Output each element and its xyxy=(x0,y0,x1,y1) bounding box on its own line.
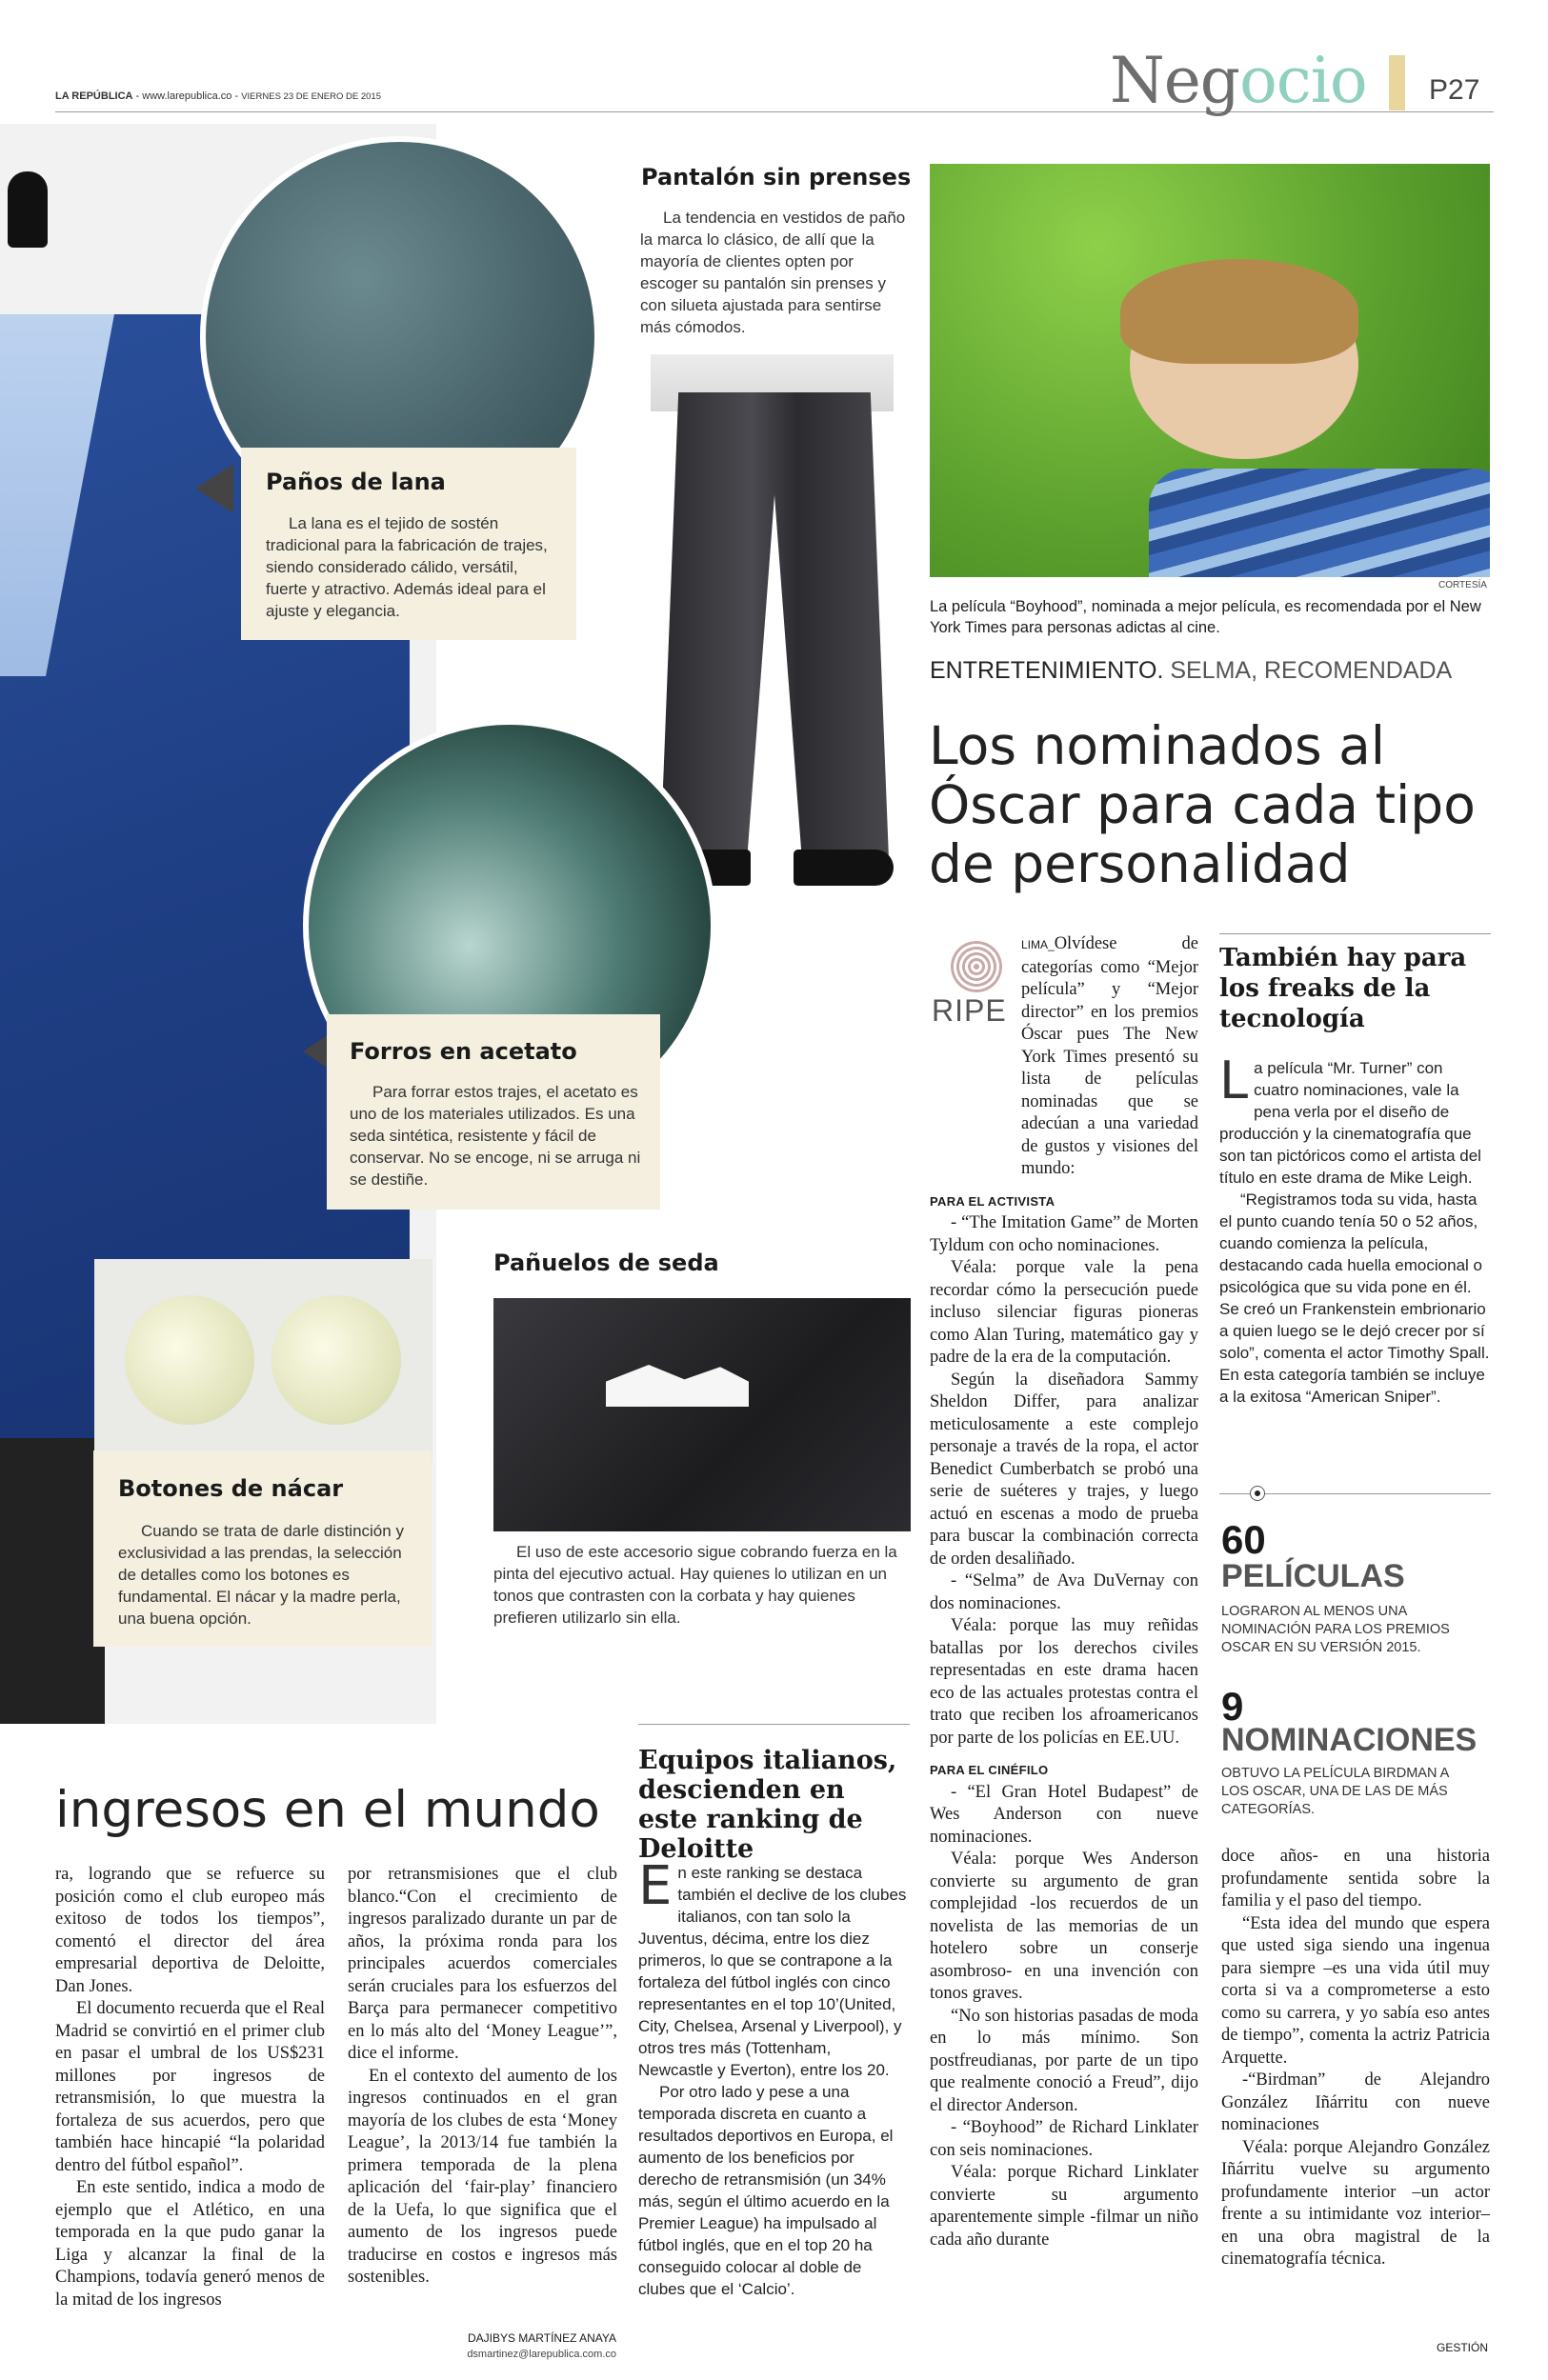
forros-body: Para forrar estos trajes, el acetato es uno de los materiales utilizados. Es una seda sintética, resistente y fácil de conservar. No se encoge, ni se arruga ni se destiñe. xyxy=(350,1083,641,1189)
issue-date: VIERNES 23 DE ENERO DE 2015 xyxy=(241,91,381,102)
site-url: - www.larepublica.co - xyxy=(132,90,242,102)
oscar-col1: LIMA_Olvídese de categorías como “Mejor película” y “Mejor director” en los premios Óscar pues The New York Times presentó su lista de películas nominadas que se adecúan a una variedad de gustos y visiones del mundo: PARA EL ACTIVISTA - “The Imitation Game” de Morten Tyldum con ocho nominaciones. Véala: porque vale la pena recordar cómo la persecución puede incluso silenciar figuras pioneras como Alan Turing, matemático gay y padre de la era de la computación. Según la diseñadora Sammy Sheldon Differ, para analizar meticulosamente a este complejo personaje a través de la ropa, el actor Benedict Cumberbatch se probó una serie de suéteres y trajes, y luego actuó en escenas a modo de prueba para buscar la combinación correcta de orden desaliñado. - “Selma” de Ava DuVernay con dos nominaciones. Véala: porque las muy reñidas batallas por los derechos civiles representadas en este drama hacen eco de las actuales protestas contra el trato que reciben los afroamericanos por parte de los policías en EE.UU. PARA EL CINÉFILO - “El Gran Hotel Budapest” de Wes Anderson con nueve nominaciones. Véala: porque Wes Anderson convierte su argumento de gran complejidad -los recuerdos de un novelista de las memorias de un hotelero sobre un conserje asombroso- en una invención con tonos graves. “No son historias pasadas de moda en lo más mínimo. Son postfreudianas, por parte de un tipo que realmente conoció a Freud”, dijo el director Anderson. - “Boyhood” de Richard Linklater con seis nominaciones. Véala: porque Richard Linklater convierte su argumento aparentemente simple -filmar un niño cada año durante xyxy=(930,934,1198,2250)
italianos-title: Equipos italianos, descienden en este ranking de Deloitte xyxy=(638,1746,897,1864)
sidebar-p2: “Registramos toda su vida, hasta el punto cuando tenía 50 o 52 años, cuando comienza la película, destacando cada huella emocional o psicológica que su vida pone en él. Se creó un Frankenstein embrionario a quien luego se le dejó crecer por sí solo”, comenta el actor Timothy Spall. En esta categoría también se incluye a la exitosa “American Sniper”. xyxy=(1219,1190,1490,1406)
masthead-line xyxy=(55,90,381,102)
byline: DAJIBYS MARTÍNEZ ANAYA xyxy=(467,2331,616,2345)
label-cinefilo: PARA EL CINÉFILO xyxy=(930,1763,1049,1777)
photo-credit: CORTESÍA xyxy=(1438,580,1487,590)
byline-email: dsmartinez@larepublica.com.co xyxy=(467,2349,616,2360)
stat2-desc: OBTUVO LA PELÍCULA BIRDMAN A LOS OSCAR, UNA DE LAS DE MÁS CATEGORÍAS. xyxy=(1221,1766,1449,1817)
section-title: Negocio xyxy=(1110,44,1367,117)
panuelos-body: El uso de este accesorio sigue cobrando fuerza en la pinta del ejecutivo actual. Hay quienes lo utilizan en un tonos que contrasten con la corbata y hay quienes prefieren utilizarlo sin ella. xyxy=(493,1543,897,1627)
pointer-triangle xyxy=(195,464,233,513)
botones-body: Cuando se trata de darle distinción y exclusividad a las prendas, la selección de detalles como los botones es fundamental. El nácar y la madre perla, una buena opción. xyxy=(118,1522,404,1628)
caption-box-panos xyxy=(241,448,576,640)
section-bar xyxy=(1389,55,1405,110)
photo-caption: La película “Boyhood”, nominada a mejor película, es recomendada por el New York Times para personas adictas al cine. xyxy=(930,598,1481,636)
caption-box-forros xyxy=(327,1014,660,1210)
ingresos-col2: por retransmisiones que el club blanco.“Con el crecimiento de ingresos paralizado durante un par de años, la próxima ronda para los principales acuerdos comerciales serán cruciales para los esfuerzos del Barça para permanecer competitivo en lo más alto del ‘Money League’”, dice el informe. En el contexto del aumento de los ingresos continuados en el gran mayoría de los clubes de esta ‘Money League’, la 2013/14 fue también la primera temporada de la plena aplicación del ‘fair-play’ financiero de la Uefa, lo que significa que el aumento de los ingresos puede traducirse en costos e ingresos más sostenibles. xyxy=(348,1865,617,2287)
stat2-number: 9 xyxy=(1221,1684,1244,1729)
stat1-label: PELÍCULAS xyxy=(1221,1558,1405,1594)
stat1-desc: LOGRARON AL MENOS UNA NOMINACIÓN PARA LOS PREMIOS OSCAR EN SU VERSIÓN 2015. xyxy=(1221,1604,1450,1655)
panos-title: Paños de lana xyxy=(266,469,446,495)
botones-title: Botones de nácar xyxy=(118,1475,344,1502)
italianos-p2: Por otro lado y pese a una temporada discreta en cuanto a resultados deportivos en Europa, el aumento de los beneficios por derecho de retransmisión (un 34% más, según el último acuerdo en la Premier League) ha impulsado al fútbol inglés, que en el top 20 ha conseguido colocar al doble de clubes que el ‘Calcio’. xyxy=(638,2083,894,2298)
italianos-rule xyxy=(638,1724,910,1725)
headline-oscar: Los nominados al Óscar para cada tipo de personalidad xyxy=(929,715,1476,894)
bullet-icon xyxy=(1250,1486,1265,1501)
oscar-col2: doce años- en una historia profundamente sentida sobre la familia y el paso del tiempo. “Esta idea del mundo que espera que usted siga siendo una ingenua para siempre –es una vida útil muy corta si va a comprometerse a esto como su carrera, y yo sabía eso antes de tiempo”, comenta la actriz Patricia Arquette. -“Birdman” de Alejandro González Iñárritu con nueve nominaciones Véala: porque Alejandro González Iñárritu vuelve su argumento profundamente interior –un actor frente a su intimidante voz interior– en una obra magistral de la cinematografía técnica. xyxy=(1221,1847,1490,2269)
panos-body: La lana es el tejido de sostén tradicional para la fabricación de trajes, siendo considerado cálido, versátil, fuerte y atractivo. Además ideal para el ajuste y elegancia. xyxy=(266,514,548,620)
stat1-number: 60 xyxy=(1221,1517,1266,1562)
ingresos-col1: ra, logrando que se refuerce su posición como el club europeo más exitoso de todos los tiempos”, comentó el director del área empresarial deportiva de Deloitte, Dan Jones. El documento recuerda que el Real Madrid se convirtió en el primer club en pasar el umbral de los US$231 millones por ingresos de retransmisión, lo que muestra la fortaleza de sus acuerdos, pero que también hace hincapié “la polaridad dentro del fútbol español”. En este sentido, indica a modo de ejemplo que el Atlético, en una temporada en la que pudo ganar la Liga y alcanzar la final de la Champions, todavía generó menos de la mitad de los ingresos xyxy=(55,1865,325,2310)
pocket-square-photo xyxy=(493,1298,911,1531)
pantalon-body: La tendencia en vestidos de paño la marca lo clásico, de allí que la mayoría de clientes opten por escoger su pantalón sin prenses y con silueta ajustada para sentirse más cómodos. xyxy=(640,209,906,336)
caption-box-botones xyxy=(93,1450,432,1647)
boyhood-photo xyxy=(930,164,1490,577)
sidebar-p1: La película “Mr. Turner” con cuatro nominaciones, vale la pena verla por el diseño de producción y la cinematografía que son tan pictóricos como el artista del título en este drama de Mike Leigh. xyxy=(1219,1050,1481,1187)
page-number: P27 xyxy=(1429,74,1480,106)
stat2-label: NOMINACIONES xyxy=(1221,1722,1478,1758)
kicker: ENTRETENIMIENTO. SELMA, RECOMENDADA xyxy=(930,657,1453,684)
sidebar-rule xyxy=(1219,933,1491,934)
italianos-body xyxy=(638,1855,907,2300)
italianos-p1: En este ranking se destaca también el declive de los clubes italianos, con tan solo la Juventus, décima, entre los diez primeros, lo que se contrapone a la fortaleza del fútbol inglés con cinco representantes en el top 10’(United, City, Chelsea, Arsenal y Liverpool), y otros tres más (Tottenham, Newcastle y Everton), entre los 20. xyxy=(638,1855,907,2079)
headline-ingresos: ingresos en el mundo xyxy=(55,1781,600,1839)
panuelos-title: Pañuelos de seda xyxy=(493,1250,719,1276)
pantalon-title: Pantalón sin prenses xyxy=(641,164,912,190)
buttons-photo xyxy=(94,1259,432,1462)
sidebar-body xyxy=(1219,1050,1491,1408)
sidebar-title: También hay para los freaks de la tecnología xyxy=(1219,944,1467,1033)
paper-name: LA REPÚBLICA xyxy=(55,90,133,102)
ripe-logo: RIPE xyxy=(930,941,1017,1027)
forros-title: Forros en acetato xyxy=(350,1038,577,1065)
oscar-lead: LIMA_Olvídese de categorías como “Mejor película” y “Mejor director” en los premios Óscar pues The New York Times presentó su lista de películas nominadas que se adecúan a una variedad de gustos y visiones del mundo: xyxy=(1021,934,1198,1178)
label-activista: PARA EL ACTIVISTA xyxy=(930,1193,1055,1209)
signature: GESTIÓN xyxy=(1437,2341,1489,2354)
